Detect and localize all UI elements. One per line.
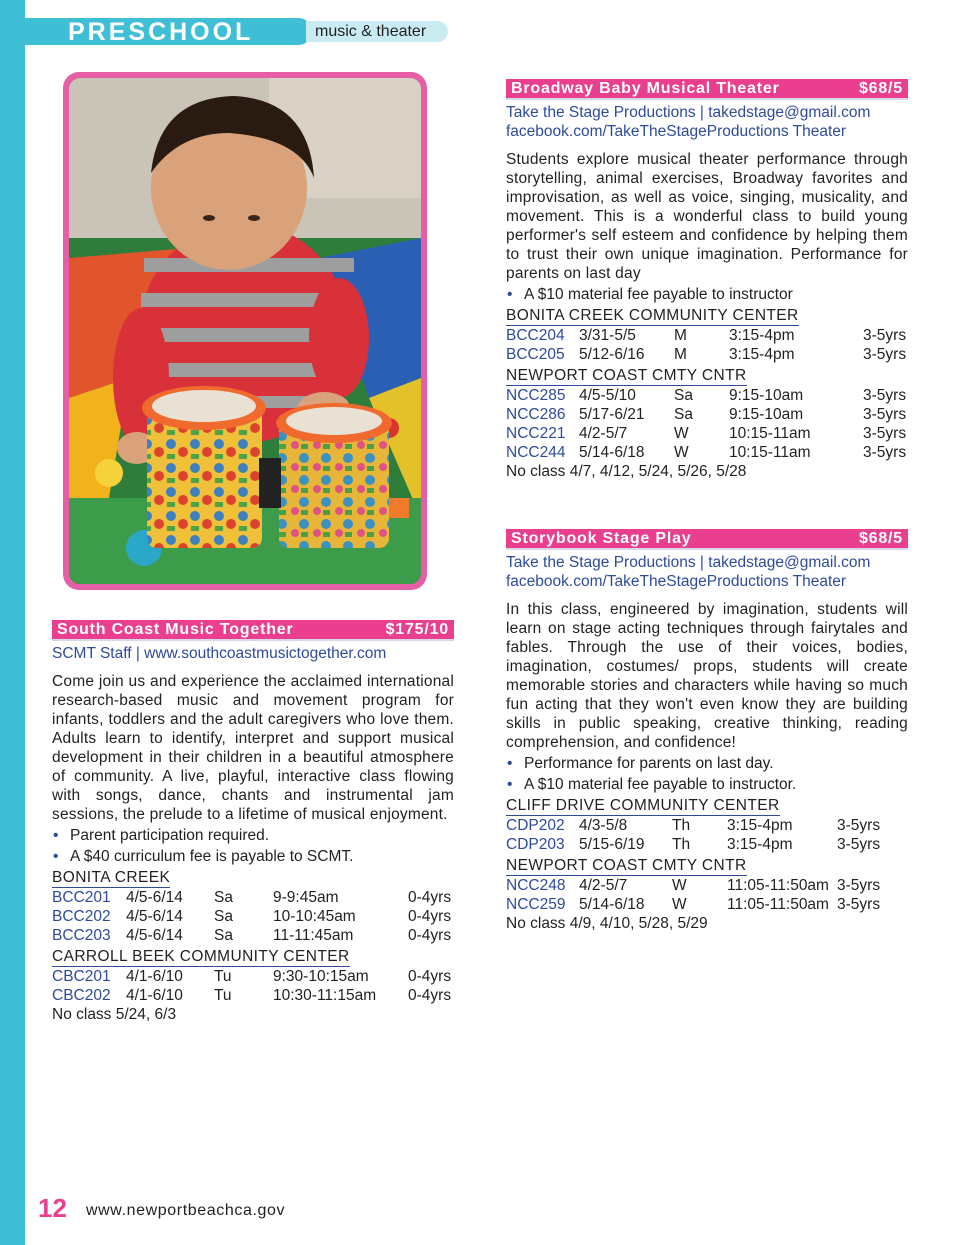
course-provider[interactable]: Take the Stage Productions | takedstage@gmail.com — [506, 104, 871, 121]
class-age: 0-4yrs — [408, 927, 452, 944]
schedule-row — [506, 386, 908, 405]
class-dates: 4/2-5/7 — [579, 877, 628, 894]
class-day: Sa — [214, 927, 233, 944]
class-code[interactable]: NCC244 — [506, 444, 566, 461]
class-dates: 4/2-5/7 — [579, 425, 628, 442]
footer-url[interactable]: www.newportbeachca.gov — [86, 1202, 286, 1219]
schedule-row — [506, 835, 908, 854]
schedule-row — [506, 345, 908, 364]
photo-frame — [63, 72, 427, 590]
class-time: 9-9:45am — [273, 889, 339, 906]
class-time: 3:15-4pm — [727, 836, 793, 853]
left-accent-bar — [0, 0, 25, 1245]
course-description: Come join us and experience the acclaimed international research-based music and movement program for infants, toddlers and the adult caregivers who love them. Adults learn to identify, interpret and support musical development in their children in a beautiful atmosphere of community. A live, playful, interactive class flowing with songs, dance, chants and instrumental jam sessions, the prelude to a lifetime of musical enjoyment. — [52, 673, 454, 823]
class-dates: 4/5-5/10 — [579, 387, 636, 404]
course-description: Students explore musical theater performance through storytelling, animal exercises, Broadway favorites and improvisation, as well as voice, singing, musicality, and movement. This is a wonderful class to build young performer's self esteem and confidence by helping them to trust their own unique imagination. Performance for parents on last day — [506, 151, 908, 282]
class-day: W — [674, 444, 689, 461]
class-day: Th — [672, 817, 691, 834]
class-time: 10:15-11am — [729, 425, 811, 442]
location-name: NEWPORT COAST CMTY CNTR — [506, 367, 747, 384]
class-dates: 4/5-6/14 — [126, 889, 183, 906]
class-day: Tu — [214, 968, 232, 985]
class-time: 10:15-11am — [729, 444, 811, 461]
course-provider[interactable]: SCMT Staff | www.southcoastmusictogether.com — [52, 645, 387, 662]
course-note: • A $40 curriculum fee is payable to SCMT. — [53, 848, 354, 865]
class-age: 3-5yrs — [837, 817, 881, 834]
course-provider[interactable]: Take the Stage Productions | takedstage@gmail.com — [506, 554, 871, 571]
class-code[interactable]: BCC204 — [506, 327, 565, 344]
class-code[interactable]: NCC248 — [506, 877, 566, 894]
location-name: BONITA CREEK — [52, 869, 171, 886]
location-name: BONITA CREEK COMMUNITY CENTER — [506, 307, 799, 324]
class-day: Th — [672, 836, 691, 853]
section-subtitle: music & theater — [315, 23, 427, 40]
class-day: M — [674, 346, 687, 363]
class-code[interactable]: BCC202 — [52, 908, 111, 925]
course-price: $68/5 — [858, 529, 903, 547]
class-time: 11-11:45am — [273, 927, 354, 944]
course-header — [52, 620, 454, 641]
course-header — [506, 529, 908, 550]
class-dates: 4/1-6/10 — [126, 968, 183, 985]
class-age: 0-4yrs — [408, 968, 452, 985]
course-provider-facebook[interactable]: facebook.com/TakeTheStageProductions Theater — [506, 123, 847, 140]
schedule-row — [506, 816, 908, 835]
schedule-row — [506, 876, 908, 895]
class-time: 3:15-4pm — [729, 327, 795, 344]
class-age: 0-4yrs — [408, 987, 452, 1004]
class-code[interactable]: CBC202 — [52, 987, 111, 1004]
course-title: South Coast Music Together — [57, 620, 294, 638]
class-code[interactable]: CDP203 — [506, 836, 565, 853]
class-age: 3-5yrs — [863, 346, 907, 363]
class-code[interactable]: CDP202 — [506, 817, 565, 834]
bullet-icon: • — [507, 286, 513, 303]
class-day: Sa — [674, 387, 693, 404]
schedule-row — [52, 888, 454, 907]
class-age: 3-5yrs — [863, 406, 907, 423]
class-dates: 4/3-5/8 — [579, 817, 628, 834]
schedule-row — [52, 926, 454, 945]
section-subtitle-tab — [306, 21, 448, 42]
class-day: Tu — [214, 987, 232, 1004]
class-age: 3-5yrs — [863, 327, 907, 344]
class-age: 3-5yrs — [837, 877, 881, 894]
course-note: • Parent participation required. — [53, 827, 270, 844]
class-time: 10:30-11:15am — [273, 987, 377, 1004]
course-price: $175/10 — [385, 620, 449, 638]
class-age: 0-4yrs — [408, 908, 452, 925]
location-name: NEWPORT COAST CMTY CNTR — [506, 857, 747, 874]
course-south-coast-music-together — [52, 620, 454, 1024]
class-dates: 5/17-6/21 — [579, 406, 645, 423]
class-day: W — [672, 877, 687, 894]
schedule-row — [506, 443, 908, 462]
class-code[interactable]: NCC259 — [506, 896, 566, 913]
course-note: • Performance for parents on last day. — [507, 755, 774, 772]
class-day: W — [674, 425, 689, 442]
class-code[interactable]: BCC203 — [52, 927, 111, 944]
bullet-icon: • — [53, 848, 59, 865]
class-dates: 5/14-6/18 — [579, 444, 645, 461]
class-day: Sa — [214, 889, 233, 906]
course-description: In this class, engineered by imagination, students will learn on stage acting techniques through fairytales and fables. Through the use of their voices, bodies, imagination, costumes/ props, students will create memorable stories and characters while having so much fun acting that they won't even know they are building skills in public speaking, creative thinking, reading comprehension, and confidence! — [506, 601, 908, 751]
schedule-row — [52, 986, 454, 1005]
class-code[interactable]: NCC286 — [506, 406, 566, 423]
class-code[interactable]: CBC201 — [52, 968, 111, 985]
bullet-icon: • — [507, 755, 513, 772]
class-age: 3-5yrs — [863, 444, 907, 461]
class-age: 0-4yrs — [408, 889, 452, 906]
no-class-dates: No class 5/24, 6/3 — [52, 1006, 177, 1023]
class-dates: 5/14-6/18 — [579, 896, 645, 913]
location-name: CARROLL BEEK COMMUNITY CENTER — [52, 948, 350, 965]
class-age: 3-5yrs — [863, 387, 907, 404]
schedule-row — [506, 405, 908, 424]
class-day: Sa — [674, 406, 693, 423]
class-dates: 5/15-6/19 — [579, 836, 645, 853]
schedule-row — [52, 967, 454, 986]
class-day: M — [674, 327, 687, 344]
class-day: W — [672, 896, 687, 913]
class-code[interactable]: NCC285 — [506, 387, 566, 404]
location-name: CLIFF DRIVE COMMUNITY CENTER — [506, 797, 780, 814]
class-age: 3-5yrs — [863, 425, 907, 442]
class-dates: 5/12-6/16 — [579, 346, 645, 363]
course-header — [506, 79, 908, 100]
course-title: Broadway Baby Musical Theater — [511, 79, 780, 97]
class-time: 3:15-4pm — [727, 817, 793, 834]
schedule-row — [506, 326, 908, 345]
course-note: • A $10 material fee payable to instructor. — [507, 776, 797, 793]
course-provider-facebook[interactable]: facebook.com/TakeTheStageProductions Theater — [506, 573, 847, 590]
bullet-icon: • — [507, 776, 513, 793]
class-code[interactable]: NCC221 — [506, 425, 566, 442]
no-class-dates: No class 4/7, 4/12, 5/24, 5/26, 5/28 — [506, 463, 747, 480]
class-code[interactable]: BCC205 — [506, 346, 565, 363]
bullet-icon: • — [53, 827, 59, 844]
class-age: 3-5yrs — [837, 896, 881, 913]
class-dates: 4/1-6/10 — [126, 987, 183, 1004]
no-class-dates: No class 4/9, 4/10, 5/28, 5/29 — [506, 915, 708, 932]
class-time: 9:15-10am — [729, 387, 804, 404]
course-price: $68/5 — [858, 79, 903, 97]
schedule-row — [506, 895, 908, 914]
class-dates: 4/5-6/14 — [126, 927, 183, 944]
section-title: PRESCHOOL — [68, 18, 254, 46]
page-number: 12 — [38, 1193, 67, 1223]
class-day: Sa — [214, 908, 233, 925]
class-code[interactable]: BCC201 — [52, 889, 111, 906]
schedule-row — [506, 424, 908, 443]
course-note: • A $10 material fee payable to instructor — [507, 286, 793, 303]
class-dates: 4/5-6/14 — [126, 908, 183, 925]
course-title: Storybook Stage Play — [511, 529, 692, 547]
class-time: 9:15-10am — [729, 406, 804, 423]
class-age: 3-5yrs — [837, 836, 881, 853]
class-time: 3:15-4pm — [729, 346, 795, 363]
class-time: 9:30-10:15am — [273, 968, 369, 985]
class-time: 10-10:45am — [273, 908, 356, 925]
schedule-row — [52, 907, 454, 926]
class-dates: 3/31-5/5 — [579, 327, 636, 344]
class-time: 11:05-11:50am — [727, 877, 829, 894]
course-storybook-stage-play — [506, 529, 908, 933]
class-time: 11:05-11:50am — [727, 896, 829, 913]
course-broadway-baby — [506, 79, 908, 481]
child-bongo-photo — [69, 78, 421, 584]
